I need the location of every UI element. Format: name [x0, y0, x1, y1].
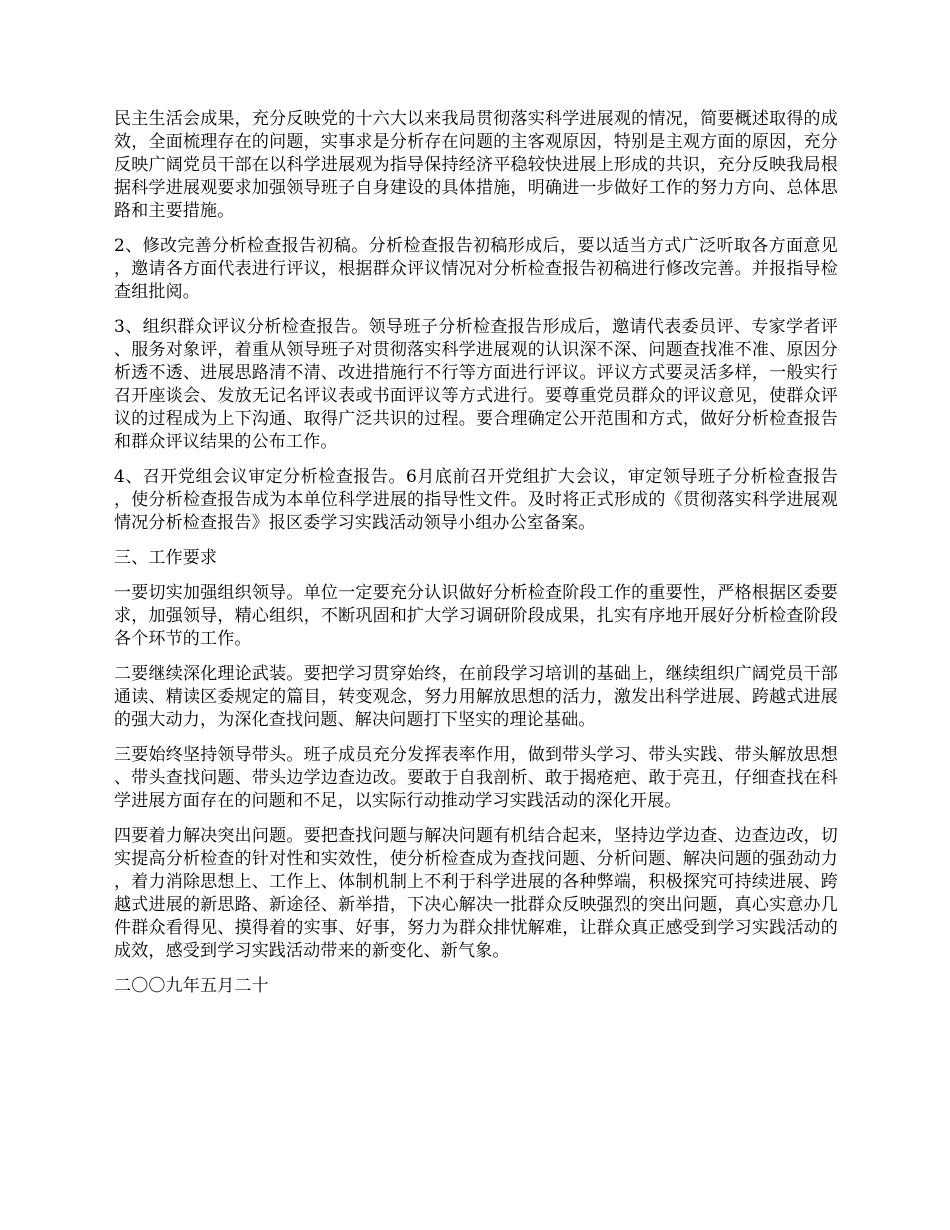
requirement-4: 四要着力解决突出问题。要把查找问题与解决问题有机结合起来，坚持边学边查、边查边改，切实提高分析检查的针对性和实效性，使分析检查成为查找问题、分析问题、解决问题的强劲动力，着力消除思想上、工作上、体制机制上不利于科学进展的各种弊端，积极探究可持续进展、跨越式进展的新思路、新途径、新举措，下决心解决一批群众反映强烈的突出问题，真心实意办几件群众看得见、摸得着的实事、好事，努力为群众排忧解难，让群众真正感受到学习实践活动的成效，感受到学习实践活动带来的新变化、新气象。: [114, 826, 838, 961]
paragraph-step-4: 4、召开党组会议审定分析检查报告。6月底前召开党组扩大会议，审定领导班子分析检查报告，使分析检查报告成为本单位科学进展的指导性文件。及时将正式形成的《贯彻落实科学进展观情况分析检查报告》报区委学习实践活动领导小组办公室备案。: [114, 467, 838, 533]
paragraph-step-2: 2、修改完善分析检查报告初稿。分析检查报告初稿形成后，要以适当方式广泛听取各方面意见，邀请各方面代表进行评议，根据群众评议情况对分析检查报告初稿进行修改完善。并报指导检查组批阅。: [114, 236, 838, 302]
requirement-2: 二要继续深化理论武装。要把学习贯穿始终，在前段学习培训的基础上，继续组织广阔党员干部通读、精读区委规定的篇目，转变观念，努力用解放思想的活力，激发出科学进展、跨越式进展的强大动力，为深化查找问题、解决问题打下坚实的理论基础。: [114, 664, 838, 730]
paragraph-step-3: 3、组织群众评议分析检查报告。领导班子分析检查报告形成后，邀请代表委员评、专家学者评、服务对象评，着重从领导班子对贯彻落实科学进展观的认识深不深、问题查找准不准、原因分析透不透、进展思路清不清、改进措施行不行等方面进行评议。评议方式要灵活多样，一般实行召开座谈会、发放无记名评议表或书面评议等方式进行。要尊重党员群众的评议意见，使群众评议的过程成为上下沟通、取得广泛共识的过程。要合理确定公开范围和方式，做好分析检查报告和群众评议结果的公布工作。: [114, 317, 838, 452]
document-date: 二〇〇九年五月二十: [114, 976, 269, 996]
document-body: [114, 108, 838, 998]
paragraph-summary: 民主生活会成果，充分反映党的十六大以来我局贯彻落实科学进展观的情况，简要概述取得的成效，全面梳理存在的问题，实事求是分析存在问题的主客观原因，特别是主观方面的原因，充分反映广阔党员干部在以科学进展观为指导保持经济平稳较快进展上形成的共识，充分反映我局根据科学进展观要求加强领导班子自身建设的具体措施，明确进一步做好工作的努力方向、总体思路和主要措施。: [114, 109, 838, 221]
requirement-3: 三要始终坚持领导带头。班子成员充分发挥表率作用，做到带头学习、带头实践、带头解放思想、带头查找问题、带头边学边查边改。要敢于自我剖析、敢于揭疮疤、敢于亮丑，仔细查找在科学进展方面存在的问题和不足，以实际行动推动学习实践活动的深化开展。: [114, 745, 838, 811]
section-heading: 三、工作要求: [114, 548, 218, 568]
requirement-1: 一要切实加强组织领导。单位一定要充分认识做好分析检查阶段工作的重要性，严格根据区委要求，加强领导，精心组织，不断巩固和扩大学习调研阶段成果，扎实有序地开展好分析检查阶段各个环节的工作。: [114, 583, 838, 649]
